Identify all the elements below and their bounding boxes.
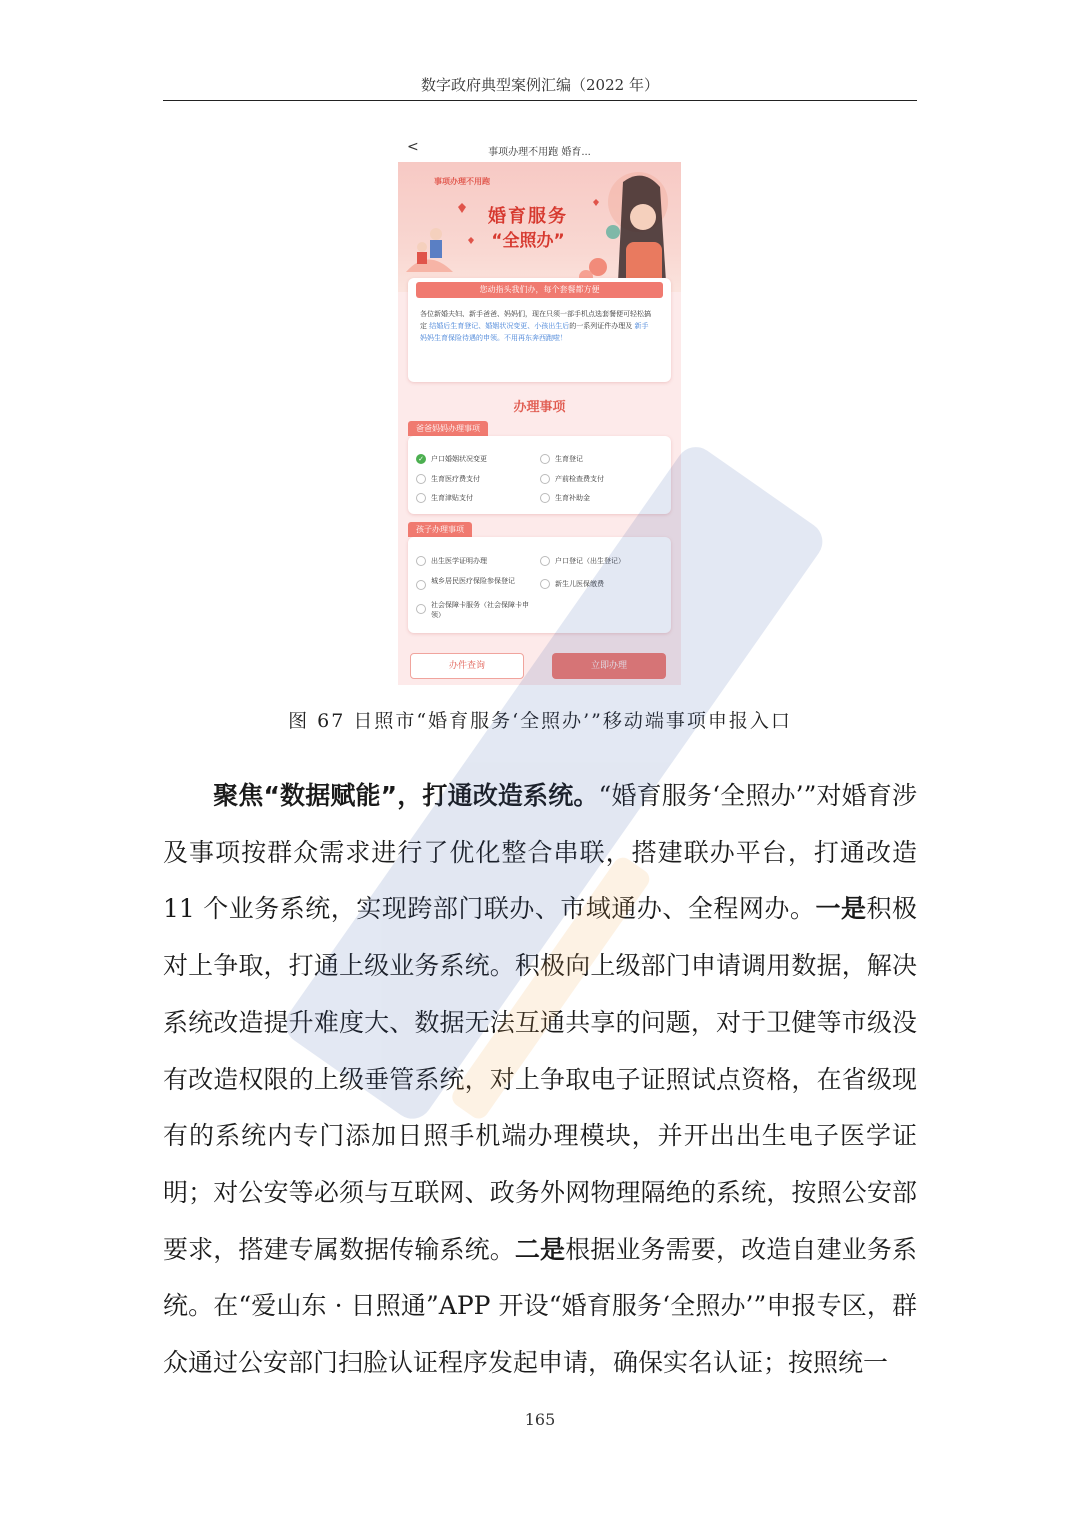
body-text: 根据业务需要，改造自建业务系统。在“爱山东 · 日照通”APP 开设“婚育服务‘全照办’”申报专区，群众通过公安部门扫脸认证程序发起申请，确保实名认证；按照统一	[163, 1234, 917, 1378]
option-label: 户口婚姻状况变更	[431, 455, 487, 463]
tab-child-items: 孩子办理事项	[408, 522, 472, 537]
child-options-card	[408, 537, 671, 633]
option-item[interactable]	[416, 576, 536, 590]
option-label: 户口登记（出生登记）	[555, 557, 625, 565]
option-item[interactable]	[540, 579, 604, 589]
option-label: 产前检查费支付	[555, 475, 604, 483]
option-item[interactable]	[540, 454, 583, 464]
option-item[interactable]	[540, 493, 590, 503]
banner-title-line2: “全照办”	[491, 231, 565, 251]
radio-icon	[416, 474, 426, 484]
bold-marker: 二是	[514, 1234, 566, 1264]
phone-nav-title: 事项办理不用跑 婚育...	[488, 147, 591, 158]
option-item[interactable]	[416, 493, 473, 503]
option-label: 生育登记	[555, 455, 583, 463]
bold-marker: 一是	[815, 894, 867, 924]
running-header: 数字政府典型案例汇编（2022 年）	[163, 74, 917, 101]
option-item[interactable]	[540, 474, 604, 484]
option-label: 新生儿医保缴费	[555, 580, 604, 588]
parents-options-card	[408, 436, 671, 514]
phone-screenshot	[398, 134, 681, 685]
radio-icon	[540, 579, 550, 589]
intro-highlight: 新手妈妈生育保险待遇的申领。不用再东奔西跑啦！	[420, 322, 649, 342]
option-item[interactable]	[416, 556, 487, 566]
phone-nav-bar	[398, 134, 681, 162]
intro-text-part: 各位新婚夫妇、新手爸爸、妈妈们，现在只须一部手机点选套餐便可轻松搞定	[420, 310, 651, 330]
radio-icon	[416, 493, 426, 503]
option-item[interactable]	[416, 474, 480, 484]
intro-text-part: 的一系列证件办理及	[569, 322, 635, 330]
intro-card	[408, 278, 671, 382]
lead-bold: 聚焦“数据赋能”，打通改造系统。	[213, 781, 599, 810]
option-label: 生育医疗费支付	[431, 475, 480, 483]
intro-heading: 您动指头我们办，每个套餐都方便	[416, 282, 663, 298]
option-label: 社会保障卡服务（社会保障卡申领）	[431, 601, 529, 619]
radio-icon	[416, 556, 426, 566]
tab-parents-items: 爸爸妈妈办理事项	[408, 421, 488, 436]
query-button[interactable]: 办件查询	[410, 653, 524, 679]
back-arrow-icon[interactable]: <	[407, 139, 419, 155]
radio-icon	[540, 474, 550, 484]
intro-text	[420, 308, 655, 344]
option-item[interactable]	[416, 600, 536, 620]
intro-highlight: 结婚后生育登记、婚姻状况变更、小孩出生后	[429, 322, 570, 330]
radio-icon	[540, 454, 550, 464]
banner	[398, 162, 681, 292]
option-label: 出生医学证明办理	[431, 557, 487, 565]
radio-icon	[540, 493, 550, 503]
radio-icon	[540, 556, 550, 566]
banner-tag: 事项办理不用跑	[434, 177, 490, 186]
body-text: 积极对上争取，打通上级业务系统。积极向上级部门申请调用数据，解决系统改造提升难度大、数据无法互通共享的问题，对于卫健等市级没有改造权限的上级垂管系统，对上争取电子证照试点资格，在省级现有的系统内专门添加日照手机端办理模块，并开出出生电子医学证明；对公安等必须与互联网、政务外网物理隔绝的系统，按照公安部要求，搭建专属数据传输系统。	[163, 894, 917, 1264]
option-item[interactable]	[416, 454, 487, 464]
page-number: 165	[524, 1410, 556, 1429]
option-label: 生育补助金	[555, 494, 590, 502]
body-paragraph	[163, 768, 917, 1392]
figure-caption: 图 67 日照市“婚育服务‘全照办’”移动端事项申报入口	[288, 710, 792, 732]
check-icon: ✓	[416, 454, 426, 464]
banner-title-line1: 婚育服务	[488, 206, 568, 227]
body-text: “婚育服务‘全照办’”对婚育涉及事项按群众需求进行了优化整合串联，搭建联办平台，打通改造 11 个业务系统，实现跨部门联办、市域通办、全程网办。	[163, 781, 917, 924]
option-label: 生育津贴支付	[431, 494, 473, 502]
section-title: 办理事项	[513, 400, 566, 415]
option-item[interactable]	[540, 556, 625, 566]
radio-icon	[416, 604, 426, 614]
option-label: 城乡居民医疗保险参保登记	[431, 577, 515, 585]
radio-icon	[416, 580, 426, 590]
apply-now-button[interactable]: 立即办理	[552, 653, 666, 679]
